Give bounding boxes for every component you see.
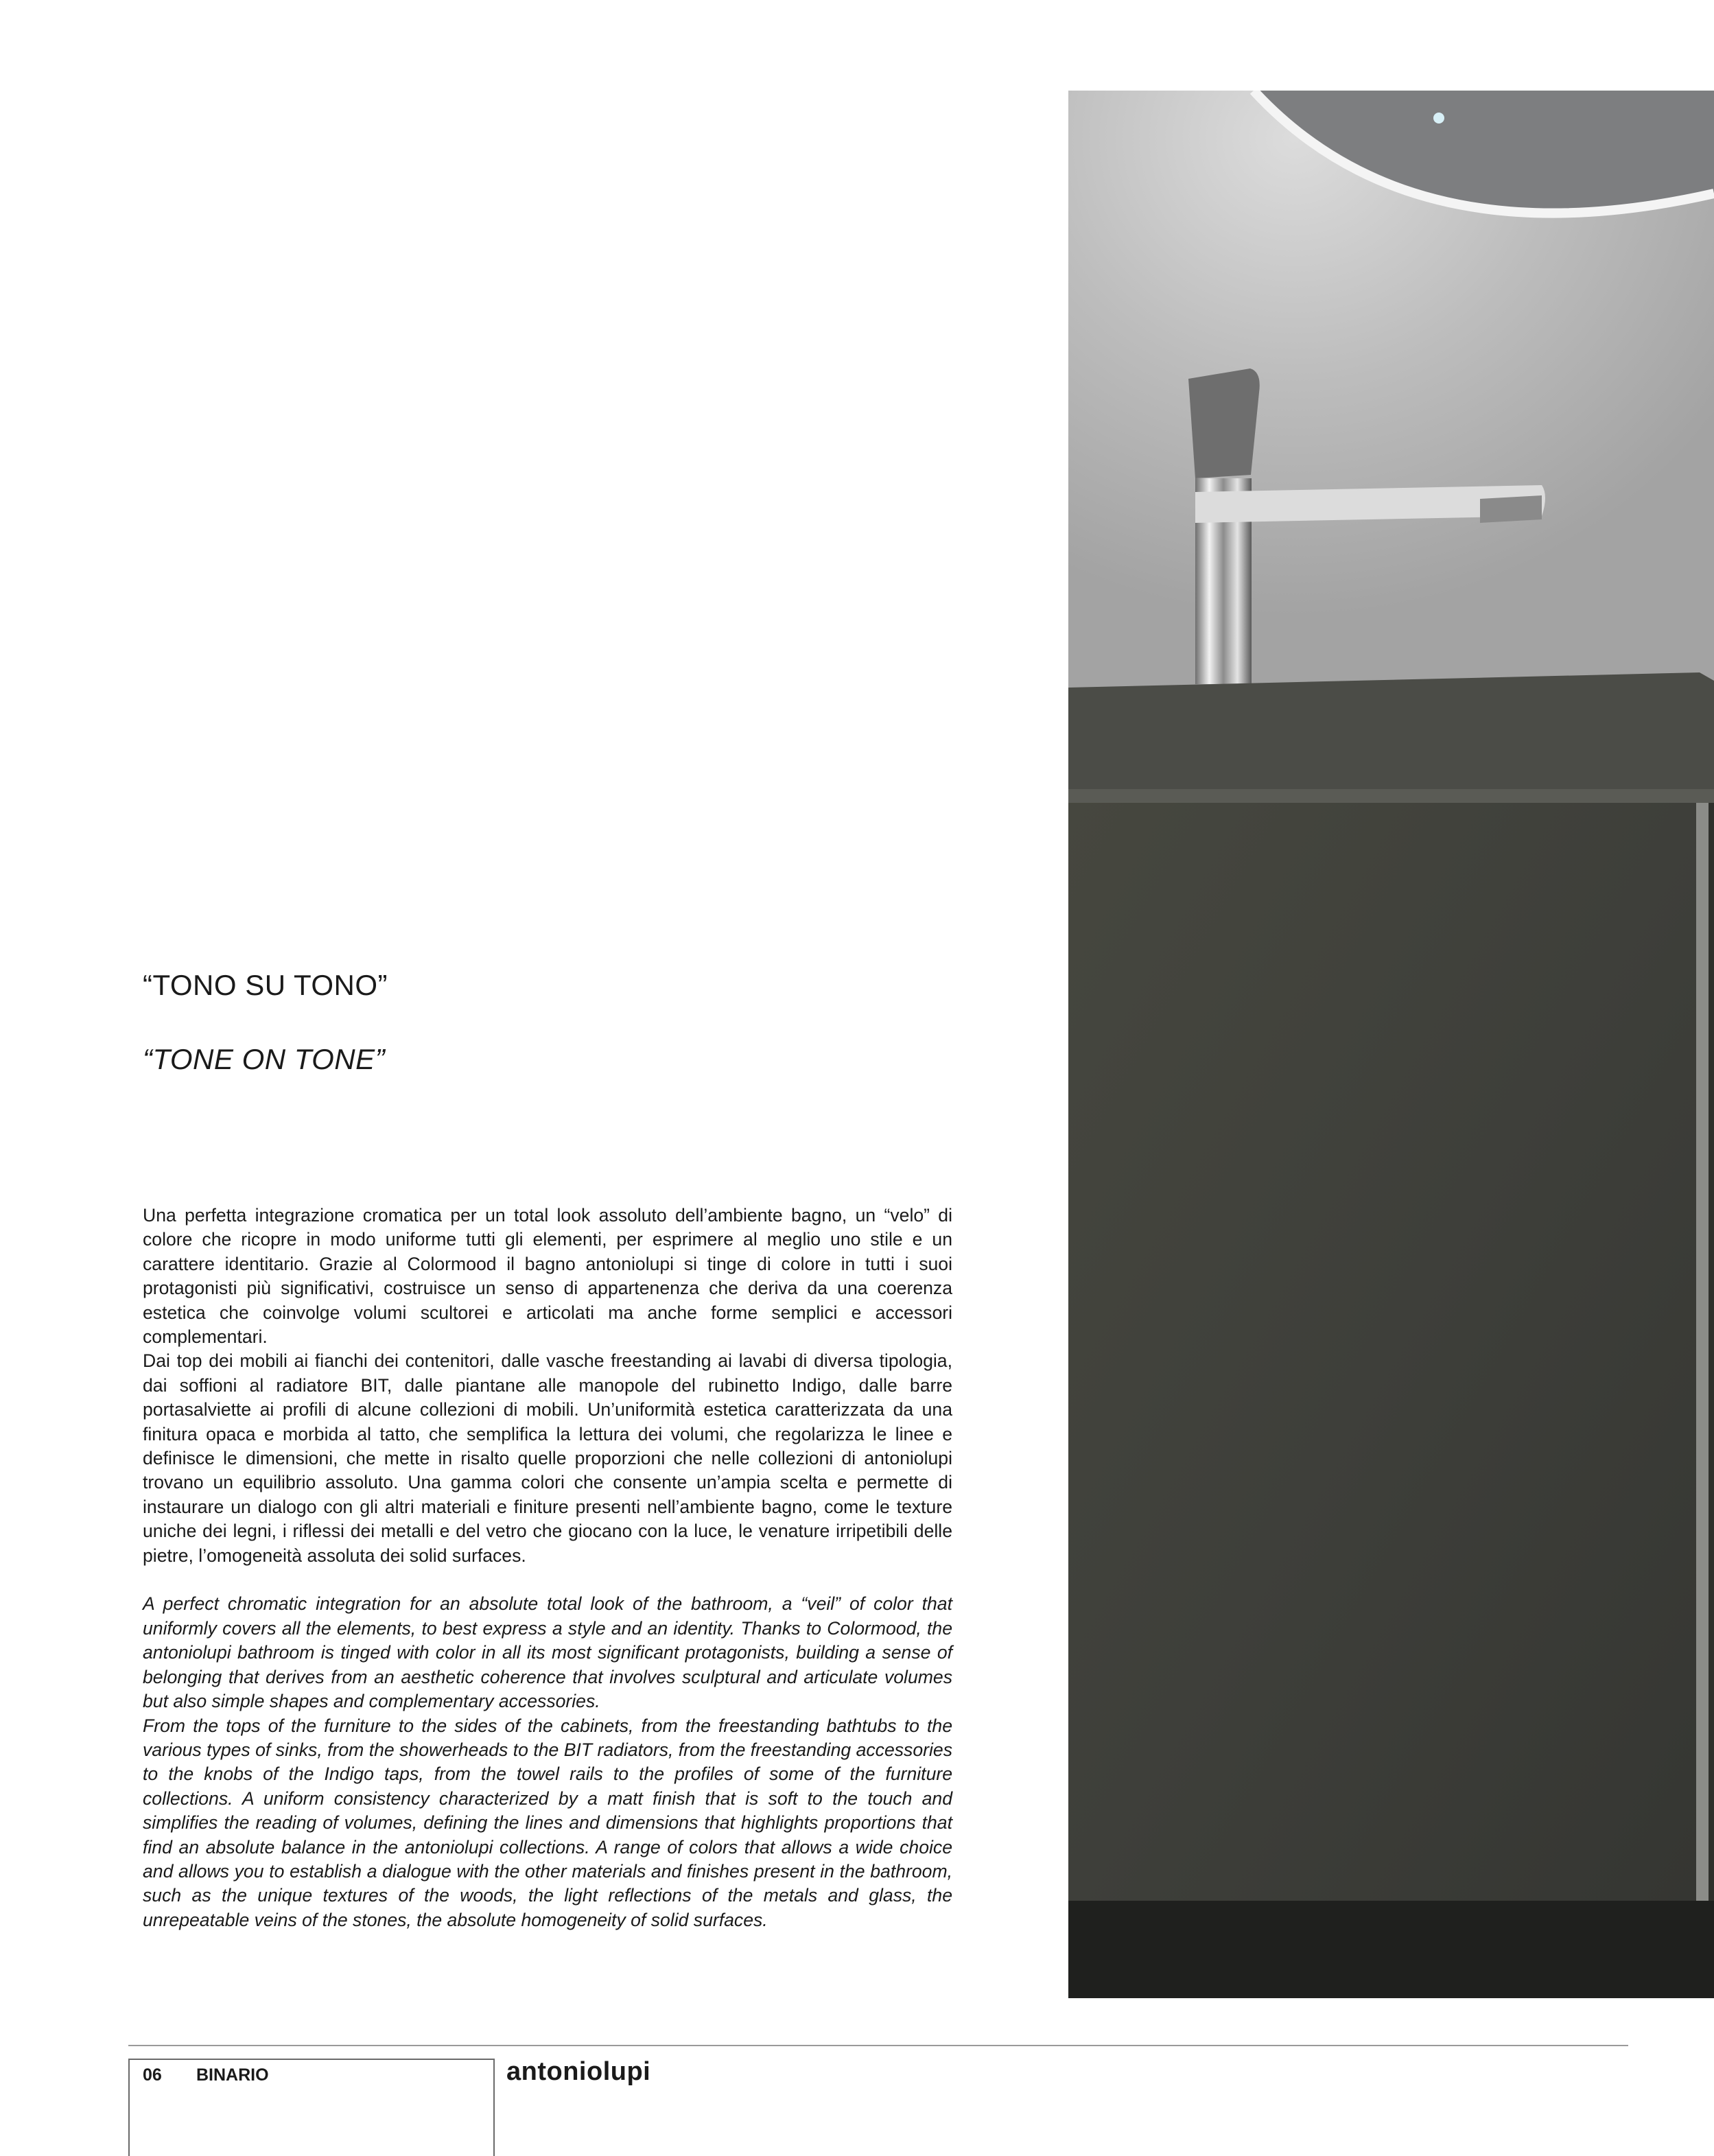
brand-logo-text: antoniolupi: [506, 2057, 651, 2086]
english-paragraph: A perfect chromatic integration for an absolute total look of the bathroom, a “veil” of color that uniformly covers all the elements, to best express a style and an identity. Thanks to Colormood, the antoniolupi bathroom is tinged with color in all its most significant protagonists, building a sense of belonging that derives from an aesthetic coherence that involves sculptural and articulate volumes but also simple shapes and complementary accessories.: [143, 1593, 952, 1712]
heading-italian: “TONO SU TONO”: [143, 969, 388, 1001]
bathroom-cabinet-illustration: [1068, 91, 1714, 1998]
product-photo: [1068, 91, 1714, 1998]
page-number: 06: [143, 2065, 162, 2085]
italian-paragraph: Dai top dei mobili ai fianchi dei contenitori, dalle vasche freestanding ai lavabi di diversa tipologia, dai soffioni al radiatore BIT, dalle piantane alle manopole del rubinetto Indigo, dalle barre portasalviette ai profili di alcune collezioni di mobili. Un’uniformità estetica caratterizzata da una finitura opaca e morbida al tatto, che semplifica la lettura dei volumi, che regolarizza le linee e definisce le dimensioni, che mette in risalto quelle proporzioni che nelle collezioni di antoniolupi trovano un equilibrio assoluto. Una gamma colori che consente un’ampia scelta e permette di instaurare un dialogo con gli altri materiali e finiture presenti nell’ambiente bagno, come le texture uniche dei legni, i riflessi dei metalli e del vetro che giocano con la luce, le venature irripetibili delle pietre, l’omogeneità assoluta dei solid surfaces.: [143, 1350, 952, 1566]
section-name: BINARIO: [196, 2065, 269, 2085]
italian-paragraph: Una perfetta integrazione cromatica per un total look assoluto dell’ambiente bagno, un “velo” di colore che ricopre in modo uniforme tutti gli elementi, per esprimere al meglio uno stile e un carattere identitario. Grazie al Colormood il bagno antoniolupi si tinge di colore in tutti i suoi protagonisti più significativi, costruisce un senso di appartenenza che deriva da una coerenza estetica che coinvolge volumi scultorei e articolati ma anche forme semplici e accessori complementari.: [143, 1205, 952, 1348]
english-text: [143, 1592, 952, 1932]
english-paragraph: From the tops of the furniture to the sides of the cabinets, from the freestanding bathtubs to the various types of sinks, from the showerheads to the BIT radiators, from the freestanding accessories to the knobs of the Indigo taps, from the towel rails to the profiles of some of the furniture collections. A uniform consistency characterized by a matt finish that is soft to the touch and simplifies the reading of volumes, defining the lines and dimensions that highlights proportions that find an absolute balance in the antoniolupi collections. A range of colors that allows a wide choice and allows you to establish a dialogue with the other materials and finishes present in the bathroom, such as the unique textures of the woods, the light reflections of the metals and glass, the unrepeatable veins of the stones, the absolute homogeneity of solid surfaces.: [143, 1715, 952, 1930]
footer-divider: [128, 2045, 1628, 2046]
body-text: [143, 1204, 952, 1932]
footer-box: [128, 2059, 495, 2156]
italian-text: [143, 1204, 952, 1568]
heading-english: “TONE ON TONE”: [143, 1043, 386, 1075]
